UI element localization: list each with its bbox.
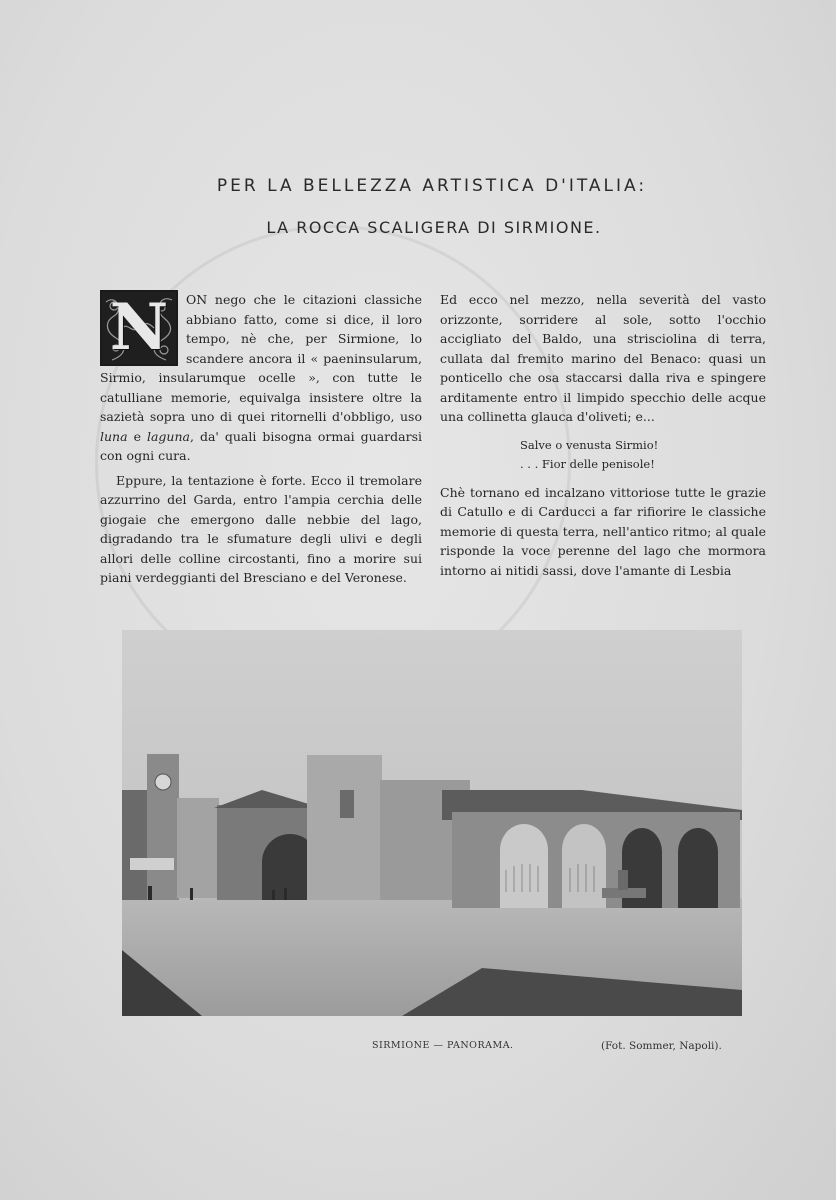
photo-credit: (Fot. Sommer, Napoli). — [601, 1040, 722, 1052]
drop-cap-letter: N — [109, 290, 169, 365]
left-column — [100, 290, 422, 588]
paragraph: Eppure, la tentazione è forte. Ecco il tremolare azzurrino del Garda, entro l'ampia cerchia delle giogaie che emergono dalle nebbie del lago, digradando tra le sfumature degli ulivi e degli allori delle colline circostanti, fino a morire sui piani verdeggianti del Bresciano e del Veronese. — [100, 472, 422, 585]
italic-word: luna — [100, 428, 128, 444]
piazza-photo-illustration — [122, 630, 742, 1016]
italic-word: laguna — [146, 428, 190, 444]
article-title: PER LA BELLEZZA ARTISTICA D'ITALIA: — [216, 176, 648, 196]
right-column — [440, 290, 766, 580]
verse-quote — [440, 436, 766, 474]
verse-line: Salve o venusta Sirmio! — [520, 437, 659, 452]
photograph-sirmione-panorama — [122, 630, 742, 1016]
conjunction: e — [127, 428, 147, 444]
verse-line: . . . Fior delle penisole! — [520, 456, 655, 471]
figure-caption: SIRMIONE — PANORAMA. — [372, 1040, 514, 1051]
paragraph-text: , da' quali bisogna ormai guardarsi con ogni cura. — [100, 428, 422, 463]
paragraph-text: ON nego che le citazioni classiche abbiano fatto, come si dice, il loro tempo, nè che, per Sirmione, lo scandere ancora il « paeninsularum, Sirmio, insularumque ocelle », con tutte le catulliane memorie, equivalga insistere oltre la sazietà sopra uno di quei ritornelli d'obbligo, uso — [100, 292, 422, 424]
paragraph: Ed ecco nel mezzo, nella severità del vasto orizzonte, sorridere al sole, sotto l'occhio accigliato del Baldo, una strisciolina di terra, cullata dal fremito marino del Benaco: quasi un ponticello che osa staccarsi dalla riva e spingere arditamente entro il limpido specchio delle acque una collinetta glauca d'oliveti; e... — [440, 292, 766, 424]
drop-cap-initial — [100, 290, 178, 366]
paragraph: Chè tornano ed incalzano vittoriose tutte le grazie di Catullo e di Carducci a far rifiorire le classiche memorie di questa terra, nell'antico ritmo; al quale risponde la voce perenne del lago che mormora intorno ai nitidi sassi, dove l'amante di Lesbia — [440, 484, 766, 578]
article-subtitle: LA ROCCA SCALIGERA DI SIRMIONE. — [266, 218, 602, 237]
